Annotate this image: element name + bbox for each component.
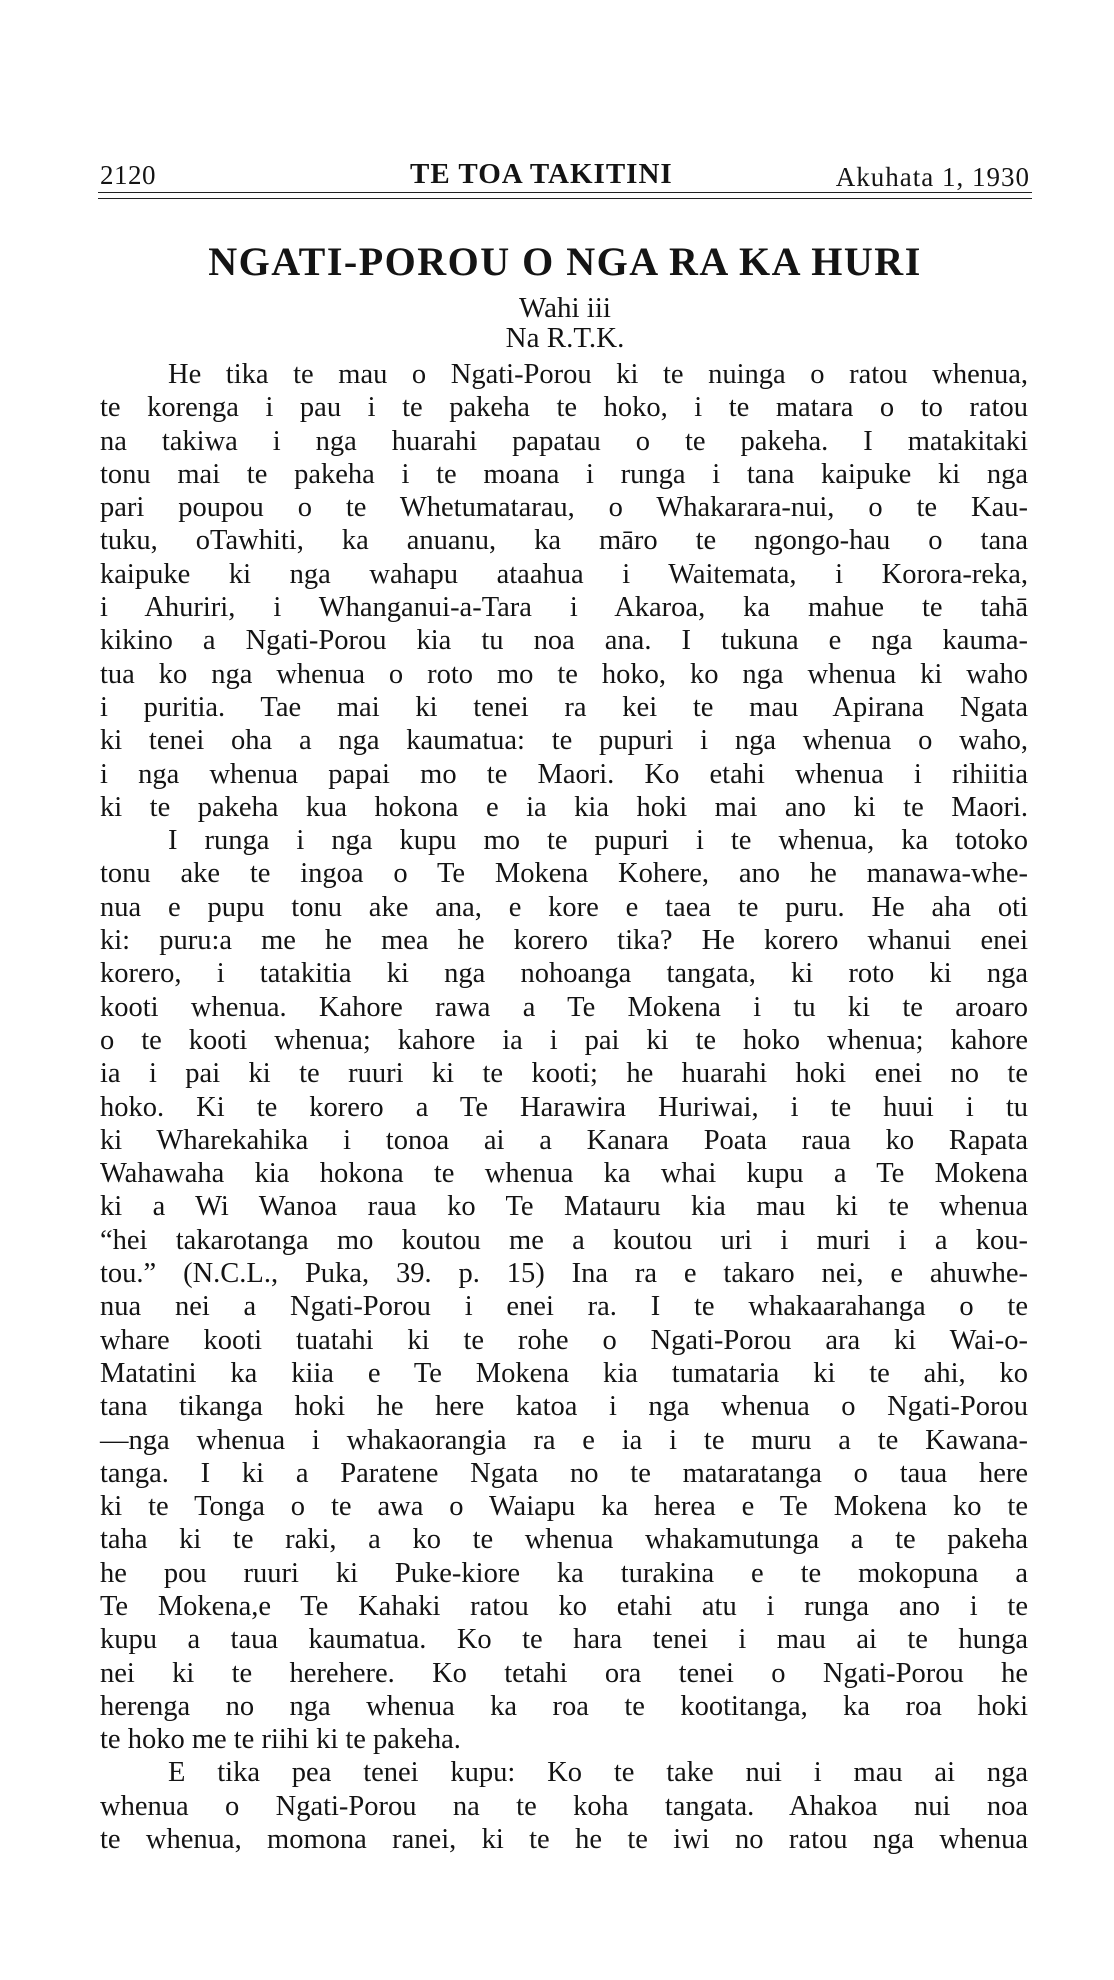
article-part: Wahi iii [519,292,611,324]
body-line: kikino a Ngati-Porou kia tu noa ana. I tukuna e nga kauma- [100,625,1028,657]
body-line: whare kooti tuatahi ki te rohe o Ngati-Porou ara ki Wai-o- [100,1324,1028,1356]
body-line: He tika te mau o Ngati-Porou ki te nuinga o ratou whenua, [168,359,1028,390]
article-author: Na R.T.K. [505,322,625,354]
body-line: tonu ake te ingoa o Te Mokena Kohere, ano he manawa-whe- [100,858,1028,890]
body-line: kooti whenua. Kahore rawa a Te Mokena i tu ki te aroaro [100,991,1028,1023]
body-line: herenga no nga whenua ka roa te kootitanga, ka roa hoki [100,1690,1028,1722]
body-line: nei ki te herehere. Ko tetahi ora tenei o Ngati-Porou he [100,1657,1028,1689]
body-line: tua ko nga whenua o roto mo te hoko, ko nga whenua ki waho [100,658,1028,690]
body-line: ki te pakeha kua hokona e ia kia hoki mai ano ki te Maori. [100,791,1028,823]
body-line: i puritia. Tae mai ki tenei ra kei te mau Apirana Ngata [100,691,1028,723]
body-line: o te kooti whenua; kahore ia i pai ki te hoko whenua; kahore [100,1024,1028,1056]
body-line: E tika pea tenei kupu: Ko te take nui i mau ai nga [168,1757,1028,1789]
body-line: whenua o Ngati-Porou na te koha tangata. Ahakoa nui noa [100,1790,1028,1822]
body-line: ki: puru:a me he mea he korero tika? He korero whanui enei [100,925,1028,957]
body-line: he pou ruuri ki Puke-kiore ka turakina e te mokopuna a [100,1557,1028,1589]
running-header [100,160,1030,196]
body-line: Te Mokena,e Te Kahaki ratou ko etahi atu i runga ano i te [100,1590,1028,1622]
body-line: I runga i nga kupu mo te pupuri i te whenua, ka totoko [168,825,1028,857]
body-line: i nga whenua papai mo te Maori. Ko etahi whenua i rihiitia [100,758,1028,790]
body-line: te whenua, momona ranei, ki te he te iwi no ratou nga whenua [100,1824,1028,1856]
body-line: na takiwa i nga huarahi papatau o te pakeha. I matakitaki [100,425,1028,457]
body-line: korero, i tatakitia ki nga nohoanga tangata, ki roto ki nga [100,958,1028,990]
body-line: tonu mai te pakeha i te moana i runga i tana kaipuke ki nga [100,458,1028,490]
body-line: tana tikanga hoki he here katoa i nga whenua o Ngati-Porou [100,1391,1028,1423]
body-line: te hoko me te riihi ki te pakeha. [100,1724,461,1756]
body-line: tanga. I ki a Paratene Ngata no te mataratanga o taua here [100,1457,1028,1489]
body-line: tuku, oTawhiti, ka anuanu, ka māro te ngongo-hau o tana [100,525,1028,557]
body-line: nua nei a Ngati-Porou i enei ra. I te whakaarahanga o te [100,1291,1028,1323]
body-line: ki te Tonga o te awa o Waiapu ka herea e Te Mokena ko te [100,1491,1028,1523]
publication-title: TE TOA TAKITINI [410,158,673,190]
article-title: NGATI-POROU O NGA RA KA HURI [208,239,922,284]
header-rule-top [98,192,1032,193]
body-line: —nga whenua i whakaorangia ra e ia i te muru a te Kawana- [100,1424,1028,1456]
article-body [100,358,1028,1856]
body-line: ia i pai ki te ruuri ki te kooti; he huarahi hoki enei no te [100,1058,1028,1090]
body-line: te korenga i pau i te pakeha te hoko, i te matara o to ratou [100,392,1028,424]
issue-date: Akuhata 1, 1930 [835,162,1030,192]
body-line: ki a Wi Wanoa raua ko Te Matauru kia mau ki te whenua [100,1191,1028,1223]
header-rule-bottom [98,198,1032,199]
body-line: Wahawaha kia hokona te whenua ka whai kupu a Te Mokena [100,1158,1028,1190]
body-line: ki Wharekahika i tonoa ai a Kanara Poata raua ko Rapata [100,1124,1028,1156]
body-line: “hei takarotanga mo koutou me a koutou uri i muri i a kou- [100,1224,1028,1256]
body-line: taha ki te raki, a ko te whenua whakamutunga a te pakeha [100,1524,1028,1556]
body-line: nua e pupu tonu ake ana, e kore e taea te puru. He aha oti [100,891,1028,923]
body-line: kupu a taua kaumatua. Ko te hara tenei i mau ai te hunga [100,1624,1028,1656]
body-line: Matatini ka kiia e Te Mokena kia tumataria ki te ahi, ko [100,1357,1028,1389]
body-line: tou.” (N.C.L., Puka, 39. p. 15) Ina ra e takaro nei, e ahuwhe- [100,1258,1028,1290]
page-number: 2120 [100,160,156,190]
body-line: pari poupou o te Whetumatarau, o Whakarara-nui, o te Kau- [100,492,1028,524]
body-line: kaipuke ki nga wahapu ataahua i Waitemata, i Korora-reka, [100,558,1028,590]
body-line: i Ahuriri, i Whanganui-a-Tara i Akaroa, ka mahue te tahā [100,592,1028,624]
body-line: hoko. Ki te korero a Te Harawira Huriwai, i te huui i tu [100,1091,1028,1123]
body-line: ki tenei oha a nga kaumatua: te pupuri i nga whenua o waho, [100,725,1028,757]
